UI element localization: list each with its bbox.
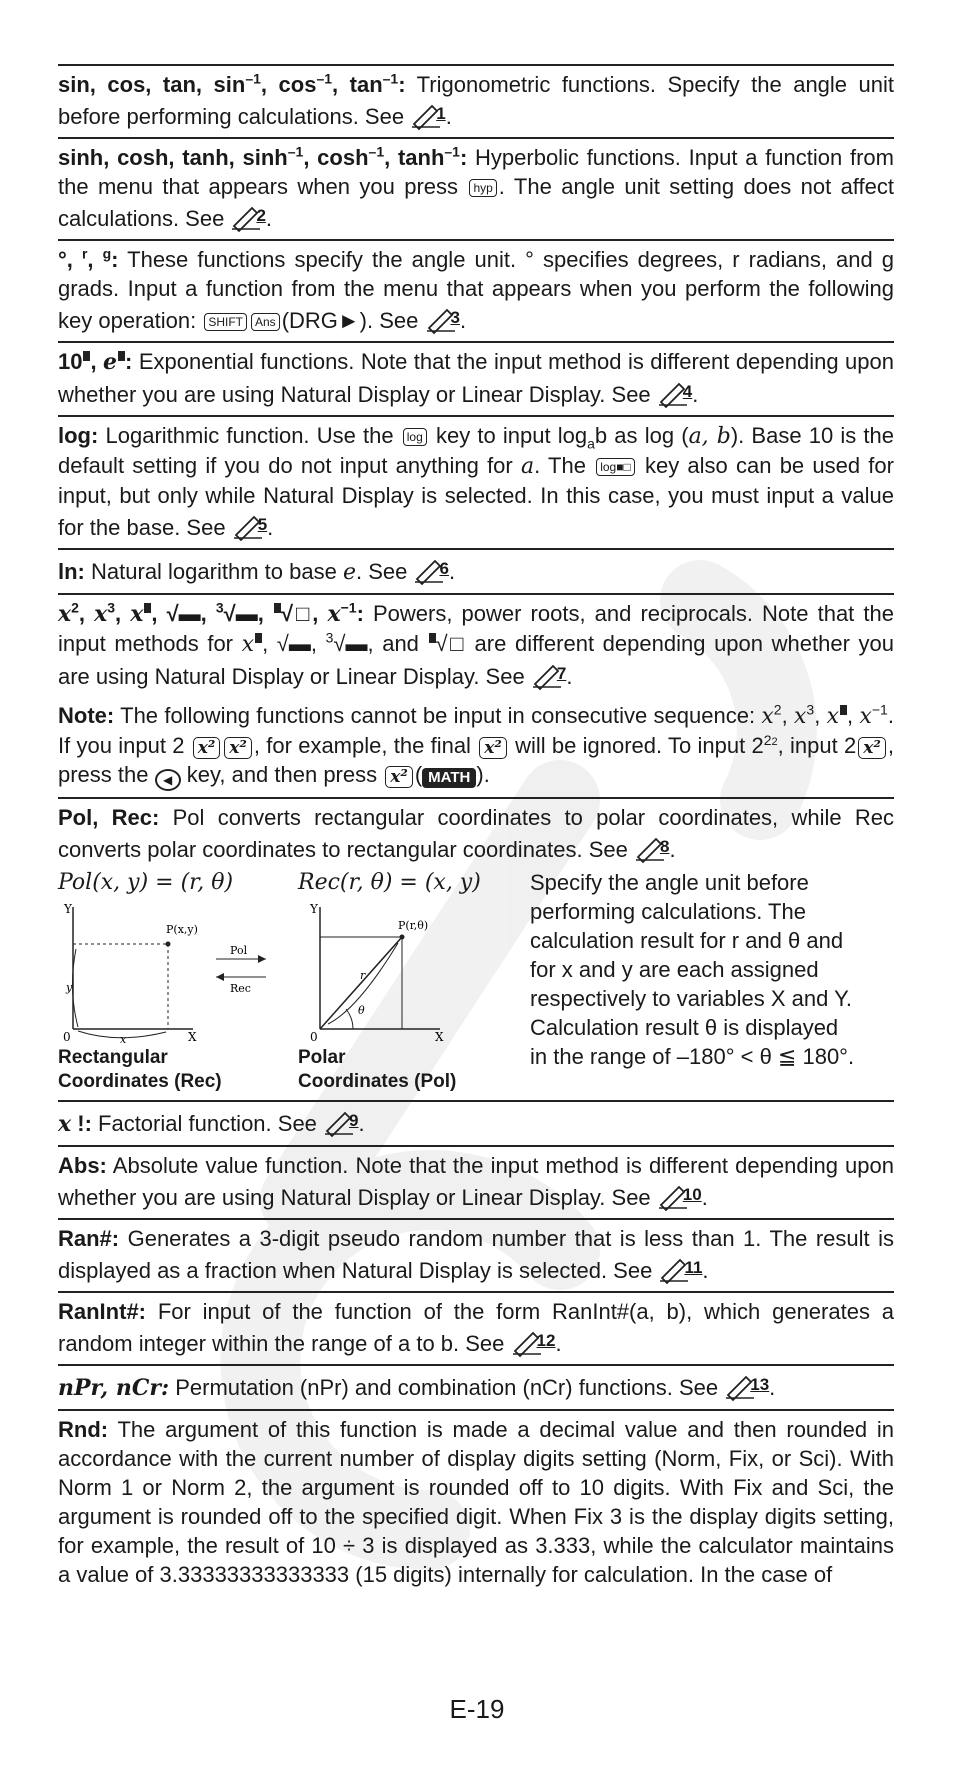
see-ref-icon: 13 bbox=[724, 1370, 769, 1399]
log-base-key-icon: log■□ bbox=[596, 458, 635, 476]
see-ref-icon: 6 bbox=[413, 554, 448, 583]
manual-page bbox=[58, 64, 894, 1595]
svg-text:0: 0 bbox=[63, 1030, 71, 1044]
section-polrec: Pol, Rec: Pol converts rectangular coordinates to polar coordinates, while Rec converts polar coordinates to rectangular coordinates. See 8 . Pol(x, y) = (r, θ) Y X 0 P(x,y) y x Pol Rec Rectangular Coordinates (Rec) Rec(r, θ) = (x, y) Y X 0 P(r,θ) r θ Polar Coordinates (Pol) Specify the angle unit before performing calculations. The calculation result for r and θ and for x and y are each assigned respectively to variables X and Y. Calculation result θ is displayed in the range of –180° < θ ≦ 180°. bbox=[58, 797, 894, 1100]
x-squared-key-icon: x² bbox=[479, 737, 507, 759]
section-angle: °, $^r$, $^g$: These functions specify the angle unit. ° specifies degrees, r radians, and g grads. Input a function from the menu that appears when you perform the following key operation: SHIFT Ans (DRG►). See 3 . bbox=[58, 239, 894, 341]
section-note: Note: The following functions cannot be input in consecutive sequence: $x^2$, $x^3$, x , $x^{-1}$. If you input 2 x² x² , for example, the final x² will be ignored. To input $2^{22}$, input 2 x² , press the ◀ key, and then press x² ( MATH ). bbox=[58, 697, 894, 797]
svg-text:P(x,y): P(x,y) bbox=[166, 923, 198, 936]
see-ref-icon: 5 bbox=[232, 510, 267, 539]
x-squared-key-icon: x² bbox=[193, 737, 221, 759]
page-number: E-19 bbox=[449, 1694, 505, 1724]
section-hyp: sinh, cosh, tanh, $\sinh^{-1}$, $\cosh^{-1}$, $\tanh^{-1}$: Hyperbolic functions. Input a function from the menu that appears when you press hyp . The angle unit setting does not affect calculations. See 2 . bbox=[58, 137, 894, 239]
see-ref-icon: 2 bbox=[230, 201, 265, 230]
x-squared-key-icon: x² bbox=[224, 737, 252, 759]
svg-text:X: X bbox=[435, 1030, 444, 1044]
see-ref-icon: 7 bbox=[531, 659, 566, 688]
svg-text:θ: θ bbox=[358, 1004, 365, 1017]
section-powers: $x^2$, $x^3$, x , √▬, $^3$√▬, √□, $x^{-1}$: Powers, power roots, and reciprocals. Note that the input methods for x , √▬, $^3$√▬, and √□ are different depending upon whether you are using Natural Display or Linear Display. See 7 . bbox=[58, 593, 894, 697]
section-ran: Ran#: Generates a 3-digit pseudo random number that is less than 1. The result is displayed as a fraction when Natural Display is selected. See 11 . bbox=[58, 1218, 894, 1291]
see-ref-icon: 12 bbox=[511, 1326, 556, 1355]
svg-text:y: y bbox=[66, 981, 73, 994]
see-ref-icon: 3 bbox=[425, 303, 460, 332]
section-npr: nPr, nCr: Permutation (nPr) and combination (nCr) functions. See 13 . bbox=[58, 1364, 894, 1409]
section-ranint: RanInt#: For input of the function of the form RanInt#(a, b), which generates a random integer within the range of a to b. See 12 . bbox=[58, 1291, 894, 1364]
x-squared-key-icon: x² bbox=[858, 737, 886, 759]
see-ref-icon: 10 bbox=[657, 1180, 702, 1209]
svg-text:Y: Y bbox=[310, 902, 318, 916]
svg-text:r: r bbox=[360, 969, 366, 982]
shift-key-icon: SHIFT bbox=[204, 313, 247, 331]
polar-coordinates-graph bbox=[298, 899, 498, 1044]
section-rnd: Rnd: The argument of this function is made a decimal value and then rounded in accordance with the current number of display digits setting (Norm, Fix, or Sci). With Norm 1 or Norm 2, the argument is rounded off to 10 digits. With Fix and Sci, the argument is rounded off to the specified digit. When Fix 3 is the display digits setting, for example, the result of 10 ÷ 3 is displayed as 3.333, while the calculator maintains a value of 3.33333333333333 (15 digits) internally for calculation. In the case of bbox=[58, 1409, 894, 1595]
section-exp: 10 , e : Exponential functions. Note that the input method is different depending upon whether you are using Natural Display or Linear Display. See 4 . bbox=[58, 341, 894, 415]
x-squared-key-icon: x² bbox=[385, 766, 413, 788]
svg-text:P(r,θ): P(r,θ) bbox=[398, 919, 429, 932]
see-ref-icon: 11 bbox=[658, 1253, 702, 1282]
ans-key-icon: Ans bbox=[251, 313, 280, 331]
svg-text:X: X bbox=[188, 1030, 197, 1044]
section-fact: x !: Factorial function. See 9 . bbox=[58, 1100, 894, 1145]
svg-text:Rec: Rec bbox=[230, 982, 251, 995]
left-arrow-key-icon: ◀ bbox=[155, 769, 181, 791]
polar-diagram: Rec(r, θ) = (x, y) Y X 0 P(r,θ) r θ Polar Coordinates (Pol) bbox=[298, 868, 508, 1094]
see-ref-icon: 8 bbox=[634, 832, 669, 861]
log-key-icon: log bbox=[403, 428, 427, 446]
coordinate-diagrams bbox=[58, 868, 894, 1094]
hyp-key-icon: hyp bbox=[469, 179, 496, 197]
see-ref-icon: 1 bbox=[410, 99, 445, 128]
see-ref-icon: 4 bbox=[657, 377, 692, 406]
section-trig: sin, cos, tan, $\sin^{-1}$, $\cos^{-1}$, $\tan^{-1}$: Trigonometric functions. Specify the angle unit before performing calculations. See 1 . bbox=[58, 64, 894, 137]
section-ln: ln: Natural logarithm to base e. See 6 . bbox=[58, 548, 894, 593]
svg-text:Y: Y bbox=[64, 902, 72, 916]
rectangular-diagram: Pol(x, y) = (r, θ) Y X 0 P(x,y) y x Pol Rec Rectangular Coordinates (Rec) bbox=[58, 868, 298, 1094]
svg-text:0: 0 bbox=[310, 1030, 318, 1044]
section-abs: Abs: Absolute value function. Note that the input method is different depending upon whether you are using Natural Display or Linear Display. See 10 . bbox=[58, 1145, 894, 1218]
section-log: log: Logarithmic function. Use the log key to input $\log_ab$ as log (a, b). Base 10 is the default setting if you do not input anything for a. The log■□ key also can be used for input, but only while Natural Display is selected. In this case, you must input a value for the base. See 5 . bbox=[58, 415, 894, 548]
see-ref-icon: 9 bbox=[323, 1106, 358, 1135]
math-key-icon: MATH bbox=[422, 768, 476, 788]
svg-text:x: x bbox=[120, 1033, 127, 1046]
polrec-side-text: Specify the angle unit before performing calculations. The calculation result for r and θ and for x and y are each assigned respectively to variables X and Y. Calculation result θ is displayed in the range of –180° < θ ≦ 180°. bbox=[530, 870, 855, 1069]
rectangular-coordinates-graph bbox=[58, 899, 298, 1046]
svg-text:Pol: Pol bbox=[230, 944, 248, 957]
